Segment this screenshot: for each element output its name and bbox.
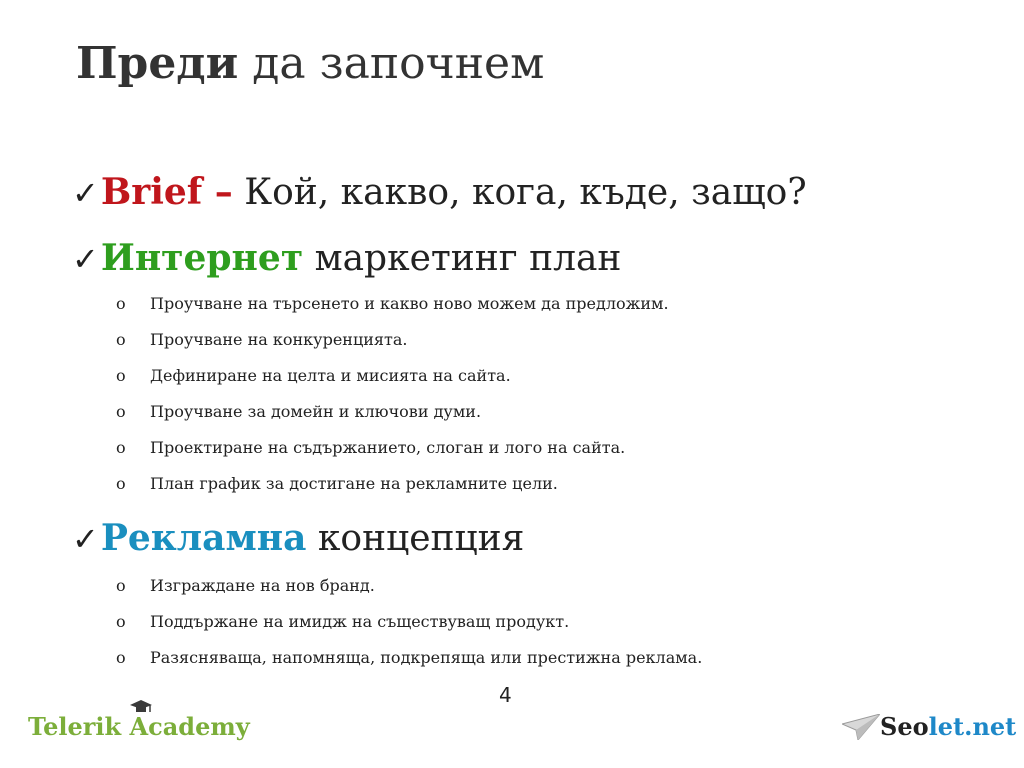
graduation-cap-icon [130, 700, 152, 714]
logo-text-part: A [130, 712, 149, 741]
circle-bullet-icon: o [116, 648, 126, 667]
main-item-highlight: Рекламна [100, 517, 307, 559]
telerik-academy-logo [28, 712, 250, 741]
page-number: 4 [499, 683, 512, 707]
sub-item-text: Изграждане на нов бранд. [150, 576, 375, 595]
circle-bullet-icon: o [116, 294, 126, 313]
sub-item [116, 474, 558, 494]
main-item-advertising [72, 516, 524, 561]
sub-item [116, 294, 669, 314]
sub-item-text: Проучване на търсенето и какво ново можем да предложим. [150, 294, 669, 313]
main-item-text: маркетинг план [314, 238, 622, 279]
sub-item [116, 438, 625, 458]
sub-item [116, 648, 702, 668]
slide-title [76, 36, 544, 92]
checkmark-icon: ✓ [72, 240, 99, 278]
circle-bullet-icon: o [116, 330, 126, 349]
main-item-internet [72, 236, 621, 281]
main-item-brief [72, 170, 807, 215]
logo-text-part: Telerik [28, 712, 130, 741]
sub-item-text: Проучване на конкуренцията. [150, 330, 408, 349]
sub-item-text: Дефиниране на целта и мисията на сайта. [150, 366, 511, 385]
main-item-highlight: Brief – [100, 171, 233, 213]
logo-text-let: let.net [928, 712, 1017, 741]
sub-item-text: Проучване за домейн и ключови думи. [150, 402, 482, 421]
sub-item-text: План график за достигане на рекламните цели. [150, 474, 558, 493]
sub-item-text: Проектиране на съдържанието, слоган и лого на сайта. [150, 438, 626, 457]
circle-bullet-icon: o [116, 474, 126, 493]
main-item-text: концепция [317, 518, 525, 559]
logo-text-part: cademy [148, 712, 250, 741]
checkmark-icon: ✓ [72, 520, 99, 558]
sub-item [116, 366, 511, 386]
logo-text-seo: Seo [880, 712, 929, 741]
sub-item-text: Поддържане на имидж на съществуващ продукт. [150, 612, 570, 631]
title-bold: Преди [76, 38, 239, 89]
sub-item [116, 612, 569, 632]
sub-item [116, 402, 481, 422]
seolet-logo [842, 712, 1016, 741]
circle-bullet-icon: o [116, 576, 126, 595]
circle-bullet-icon: o [116, 438, 126, 457]
paper-plane-icon [842, 714, 880, 740]
title-rest: да започнем [252, 38, 545, 89]
sub-item-text: Разясняваща, напомняща, подкрепяща или престижна реклама. [150, 648, 703, 667]
circle-bullet-icon: o [116, 366, 126, 385]
sub-item [116, 576, 375, 596]
main-item-highlight: Интернет [100, 237, 304, 279]
sub-item [116, 330, 407, 350]
circle-bullet-icon: o [116, 612, 126, 631]
checkmark-icon: ✓ [72, 174, 99, 212]
circle-bullet-icon: o [116, 402, 126, 421]
main-item-text: Кой, какво, кога, къде, защо? [244, 172, 807, 213]
